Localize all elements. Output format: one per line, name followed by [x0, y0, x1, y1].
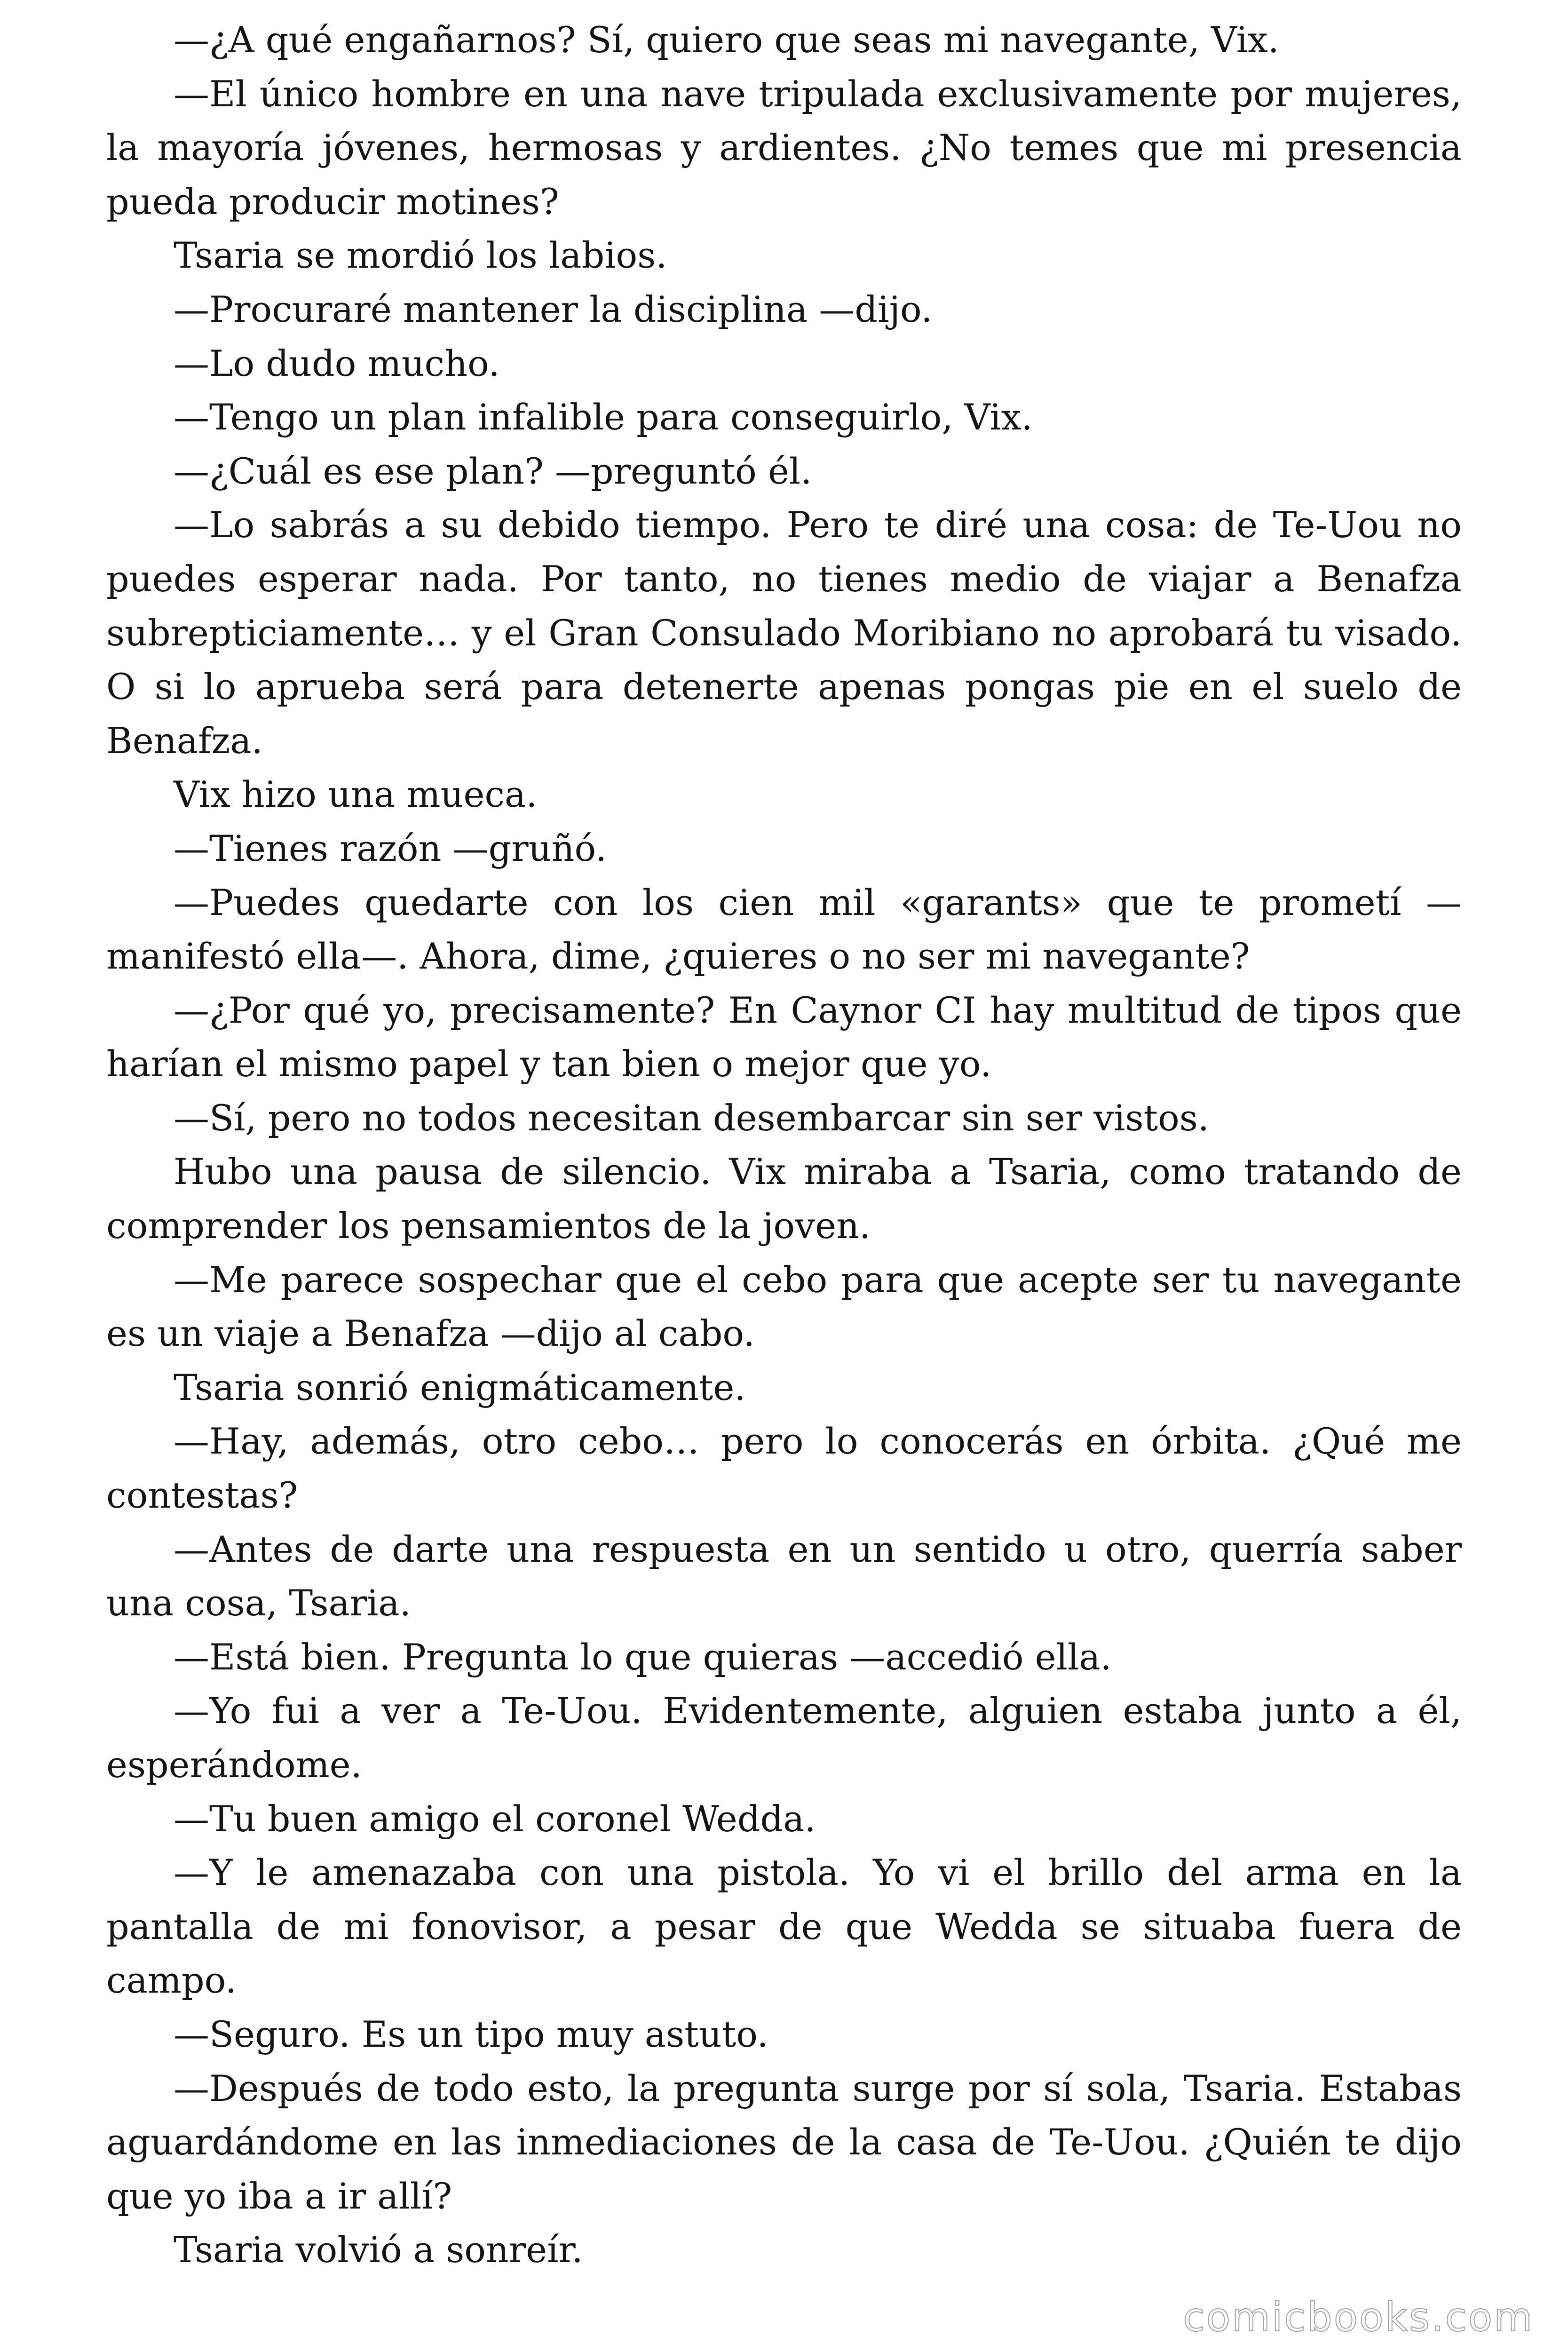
paragraph: —Me parece sospechar que el cebo para que acepte ser tu navegante es un viaje a Benafza —dijo al cabo.	[106, 1258, 1462, 1355]
paragraph: —Lo sabrás a su debido tiempo. Pero te diré una cosa: de Te-Uou no puedes esperar nada. Por tanto, no tienes medio de viajar a Benafza subrepticiamente… y el Gran Consulado Moribiano no aprobará tu visado. O si lo aprueba será para detenerte apenas pongas pie en el suelo de Benafza.	[106, 504, 1462, 762]
paragraph: —Sí, pero no todos necesitan desembarcar sin ser vistos.	[174, 1097, 1209, 1139]
paragraph: Vix hizo una mueca.	[174, 773, 538, 816]
paragraph: —Y le amenazaba con una pistola. Yo vi el brillo del arma en la pantalla de mi fonovisor, a pesar de que Wedda se situaba fuera de campo.	[106, 1851, 1462, 2002]
paragraph: —Está bien. Pregunta lo que quieras —accedió ella.	[174, 1636, 1112, 1678]
paragraph: —Seguro. Es un tipo muy astuto.	[174, 2013, 768, 2055]
paragraph: —¿A qué engañarnos? Sí, quiero que seas mi navegante, Vix.	[174, 19, 1279, 61]
paragraph: —Puedes quedarte con los cien mil «garants» que te prometí —manifestó ella—. Ahora, dime, ¿quieres o no ser mi navegante?	[106, 881, 1462, 977]
paragraph: Hubo una pausa de silencio. Vix miraba a Tsaria, como tratando de comprender los pensamientos de la joven.	[106, 1151, 1462, 1247]
paragraph: —Tu buen amigo el coronel Wedda.	[174, 1797, 816, 1840]
paragraph: —Procuraré mantener la disciplina —dijo.	[174, 288, 933, 330]
paragraph: —¿Por qué yo, precisamente? En Caynor CI hay multitud de tipos que harían el mismo papel y tan bien o mejor que yo.	[106, 989, 1462, 1085]
paragraph: —¿Cuál es ese plan? —preguntó él.	[174, 450, 812, 492]
paragraph: Tsaria sonrió enigmáticamente.	[174, 1366, 746, 1408]
paragraph: Tsaria se mordió los labios.	[174, 234, 667, 277]
paragraph: —Después de todo esto, la pregunta surge por sí sola, Tsaria. Estabas aguardándome en las inmediaciones de la casa de Te-Uou. ¿Quién te dijo que yo iba a ir allí?	[106, 2067, 1462, 2217]
paragraph: —Tienes razón —gruñó.	[174, 827, 607, 869]
paragraph: —El único hombre en una nave tripulada exclusivamente por mujeres, la mayoría jóvenes, hermosas y ardientes. ¿No temes que mi presencia pueda producir motines?	[106, 72, 1462, 222]
book-page-text	[106, 13, 1462, 2277]
paragraph: —Yo fui a ver a Te-Uou. Evidentemente, alguien estaba junto a él, esperándome.	[106, 1690, 1462, 1786]
paragraph: —Tengo un plan infalible para conseguirlo, Vix.	[174, 396, 1033, 438]
paragraph: —Antes de darte una respuesta en un sentido u otro, querría saber una cosa, Tsaria.	[106, 1528, 1462, 1624]
watermark: comicbooks.com	[1183, 2294, 1534, 2340]
paragraph: —Lo dudo mucho.	[174, 342, 500, 384]
paragraph: —Hay, además, otro cebo… pero lo conocerás en órbita. ¿Qué me contestas?	[106, 1420, 1462, 1517]
paragraph: Tsaria volvió a sonreír.	[174, 2229, 583, 2271]
